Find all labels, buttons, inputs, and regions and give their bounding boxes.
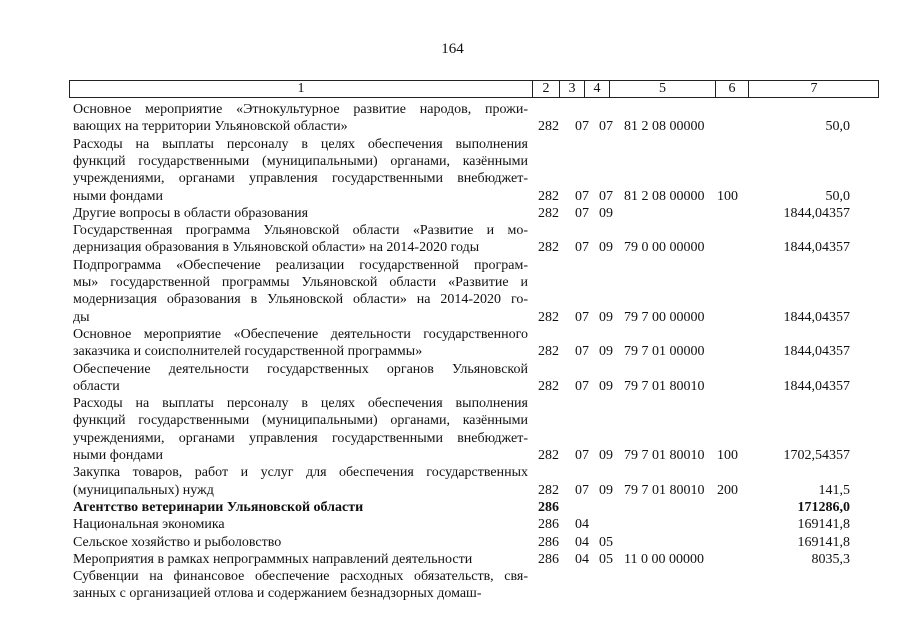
row-ved-code: 282 <box>538 119 559 135</box>
row-description-line: Национальная экономика <box>73 517 225 533</box>
row-description-line: Агентство ветеринарии Ульяновской области <box>73 499 364 515</box>
row-subsection-code: 09 <box>599 378 613 394</box>
row-description-line: учреждениями, органами управления государственными внебюджет- <box>73 430 528 446</box>
row-amount: 141,5 <box>818 482 850 498</box>
row-description-line: вающих на территории Ульяновской области» <box>73 119 348 135</box>
row-subsection-code: 07 <box>599 188 613 204</box>
row-amount: 50,0 <box>825 188 850 204</box>
row-section-code: 04 <box>575 517 589 533</box>
row-description-line: Сельское хозяйство и рыболовство <box>73 534 282 550</box>
row-amount: 169141,8 <box>797 534 850 550</box>
row-ved-code: 282 <box>538 309 559 325</box>
row-section-code: 04 <box>575 534 589 550</box>
row-section-code: 07 <box>575 188 589 204</box>
row-ved-code: 282 <box>538 344 559 360</box>
row-target-article: 79 7 00 00000 <box>624 309 705 325</box>
row-ved-code: 286 <box>538 517 559 533</box>
header-col-4: 4 <box>584 81 609 97</box>
row-ved-code: 282 <box>538 205 559 221</box>
row-description-line: ды <box>73 309 90 325</box>
row-description-line: ными фондами <box>73 188 164 204</box>
row-description-line: Другие вопросы в области образования <box>73 205 309 221</box>
row-description-line: мы» государственной программы Ульяновской области «Развитие и <box>73 275 528 290</box>
row-target-article: 79 7 01 80010 <box>624 448 705 463</box>
row-section-code: 07 <box>575 344 589 360</box>
table-header <box>69 80 879 98</box>
row-expense-type: 100 <box>717 188 738 204</box>
header-col-2: 2 <box>532 81 559 97</box>
row-description-line: Обеспечение деятельности государственных органов Ульяновской <box>73 361 528 377</box>
row-description-line: Основное мероприятие «Этнокультурное развитие народов, прожи- <box>73 102 528 117</box>
row-ved-code: 286 <box>538 499 559 515</box>
row-ved-code: 282 <box>538 188 559 204</box>
row-subsection-code: 05 <box>599 534 613 550</box>
row-amount: 1844,04357 <box>783 205 850 221</box>
row-description-line: заказчика и соисполнителей государственной программы» <box>73 344 423 360</box>
row-target-article: 81 2 08 00000 <box>624 119 705 135</box>
row-description-line: дернизация образования в Ульяновской области» на 2014-2020 годы <box>73 240 480 256</box>
page-number: 164 <box>441 41 464 57</box>
row-subsection-code: 09 <box>599 482 613 498</box>
row-ved-code: 286 <box>538 534 559 550</box>
row-description-line: функций государственными (муниципальными) органами, казёнными <box>73 413 528 429</box>
row-description-line: области <box>73 378 120 394</box>
row-amount: 8035,3 <box>811 551 850 567</box>
row-target-article: 79 0 00 00000 <box>624 240 705 256</box>
row-ved-code: 282 <box>538 448 559 463</box>
row-amount: 1844,04357 <box>783 378 850 394</box>
row-expense-type: 200 <box>717 482 738 498</box>
row-description-line: Основное мероприятие «Обеспечение деятельности государственного <box>73 326 528 342</box>
header-col-7: 7 <box>748 81 879 97</box>
row-ved-code: 282 <box>538 482 559 498</box>
row-description-line: модернизация образования в Ульяновской области» на 2014-2020 го- <box>73 292 528 308</box>
row-target-article: 79 7 01 00000 <box>624 344 705 360</box>
row-section-code: 07 <box>575 240 589 256</box>
row-target-article: 79 7 01 80010 <box>624 378 705 394</box>
row-amount: 1844,04357 <box>783 240 850 256</box>
row-amount: 1844,04357 <box>783 309 850 325</box>
row-description-line: учреждениями, органами управления государственными внебюджет- <box>73 171 528 187</box>
row-amount: 50,0 <box>825 119 850 135</box>
row-ved-code: 286 <box>538 551 559 567</box>
row-section-code: 07 <box>575 205 589 221</box>
row-expense-type: 100 <box>717 448 738 463</box>
row-amount: 171286,0 <box>797 499 850 515</box>
header-col-1: 1 <box>297 81 305 96</box>
row-section-code: 07 <box>575 309 589 325</box>
row-amount: 169141,8 <box>797 517 850 533</box>
row-ved-code: 282 <box>538 378 559 394</box>
row-description-line: Расходы на выплаты персоналу в целях обеспечения выполнения <box>73 136 528 152</box>
row-target-article: 11 0 00 00000 <box>624 551 704 567</box>
row-section-code: 07 <box>575 482 589 498</box>
row-description-line: ными фондами <box>73 448 164 463</box>
header-col-3: 3 <box>559 81 584 97</box>
row-subsection-code: 09 <box>599 205 613 221</box>
row-subsection-code: 05 <box>599 551 613 567</box>
row-description-line: (муниципальных) нужд <box>73 482 214 498</box>
row-description-line: Государственная программа Ульяновской области «Развитие и мо- <box>73 223 528 239</box>
row-subsection-code: 09 <box>599 309 613 325</box>
row-subsection-code: 07 <box>599 119 613 135</box>
row-section-code: 07 <box>575 448 589 463</box>
header-col-5: 5 <box>609 81 715 97</box>
row-subsection-code: 09 <box>599 448 613 463</box>
row-description-line: функций государственными (муниципальными) органами, казёнными <box>73 153 528 169</box>
row-description-line: Субвенции на финансовое обеспечение расходных обязательств, свя- <box>73 569 528 585</box>
row-section-code: 07 <box>575 378 589 394</box>
row-section-code: 04 <box>575 551 589 567</box>
row-section-code: 07 <box>575 119 589 135</box>
row-description-line: Подпрограмма «Обеспечение реализации государственной програм- <box>73 257 528 273</box>
row-target-article: 79 7 01 80010 <box>624 482 705 498</box>
row-amount: 1844,04357 <box>783 344 850 360</box>
header-col-6: 6 <box>715 81 748 97</box>
row-subsection-code: 09 <box>599 240 613 256</box>
row-description-line: Закупка товаров, работ и услуг для обеспечения государственных <box>73 465 528 481</box>
row-description-line: Мероприятия в рамках непрограммных направлений деятельности <box>73 551 473 567</box>
row-ved-code: 282 <box>538 240 559 256</box>
row-target-article: 81 2 08 00000 <box>624 188 705 204</box>
row-description-line: Расходы на выплаты персоналу в целях обеспечения выполнения <box>73 396 528 412</box>
row-amount: 1702,54357 <box>783 448 850 463</box>
row-description-line: занных с организацией отлова и содержанием безнадзорных домаш- <box>73 586 482 602</box>
row-subsection-code: 09 <box>599 344 613 360</box>
